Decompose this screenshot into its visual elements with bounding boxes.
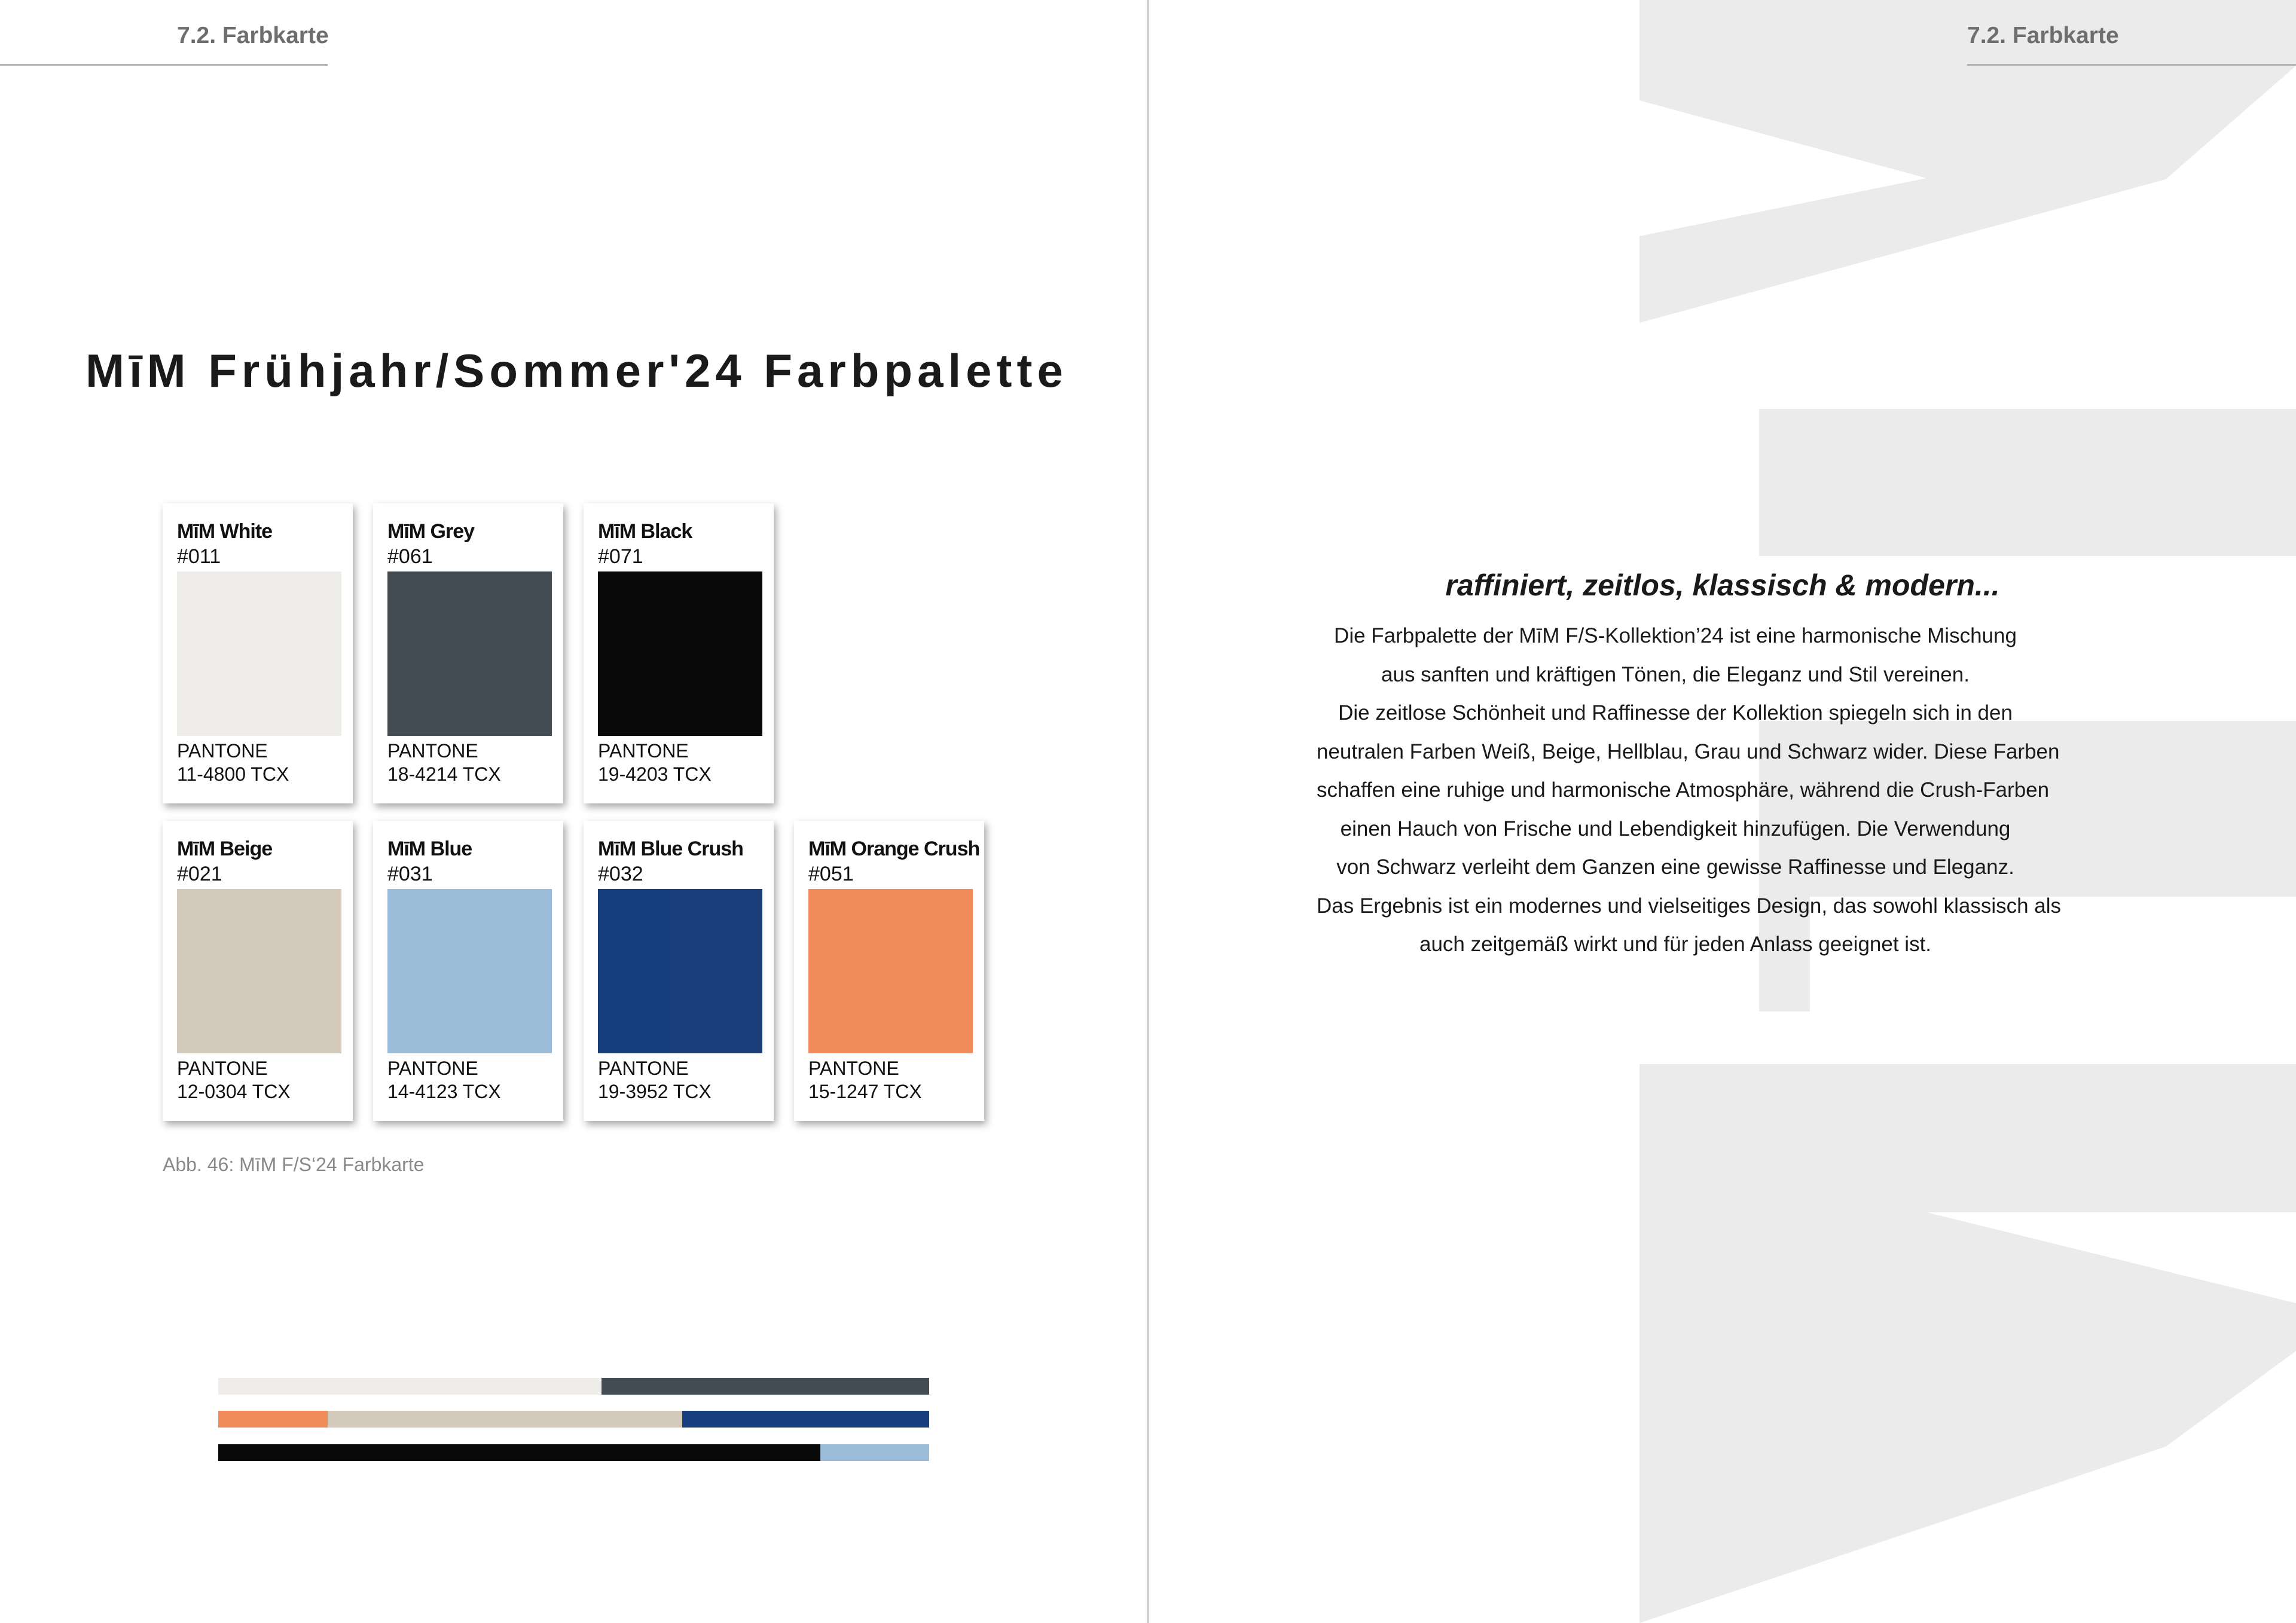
color-chip-black <box>598 571 762 736</box>
page-title: MīM Frühjahr/Sommer'24 Farbpalette <box>86 344 1068 397</box>
swatch-name: MīM Grey <box>387 520 475 543</box>
bar-segment-blue <box>820 1444 929 1461</box>
paragraph-line: Die Farbpalette der MīM F/S-Kollektion’24 ist eine harmonische Mischung <box>1334 624 2017 647</box>
pantone-tcx: 19-4203 TCX <box>598 763 712 785</box>
swatch-name: MīM Blue <box>387 838 472 860</box>
swatch-code: #061 <box>387 545 433 568</box>
swatch-code: #071 <box>598 545 643 568</box>
swatch-name: MīM Beige <box>177 838 273 860</box>
pantone-info <box>177 1057 291 1104</box>
swatch-code: #021 <box>177 863 222 885</box>
swatch-name: MīM Black <box>598 520 692 543</box>
swatch-name: MīM Blue Crush <box>598 838 743 860</box>
pantone-label: PANTONE <box>808 1057 899 1079</box>
swatch-code: #051 <box>808 863 854 885</box>
pantone-label: PANTONE <box>177 740 268 762</box>
paragraph-line: neutralen Farben Weiß, Beige, Hellblau, Grau und Schwarz wider. Diese Farben <box>1317 739 2060 763</box>
pantone-info <box>598 1057 712 1104</box>
pantone-label: PANTONE <box>387 1057 478 1079</box>
header-rule-right <box>1967 64 2296 66</box>
pantone-label: PANTONE <box>387 740 478 762</box>
paragraph-line: Die zeitlose Schönheit und Raffinesse der Kollektion spiegeln sich in den <box>1338 701 2013 725</box>
bar-segment-white <box>218 1378 602 1395</box>
swatch-code: #011 <box>177 545 221 568</box>
color-chip-beige <box>177 889 341 1053</box>
swatch-card-blue <box>373 821 563 1121</box>
paragraph-line: schaffen eine ruhige und harmonische Atmosphäre, während die Crush-Farben <box>1317 778 2050 802</box>
pantone-tcx: 11-4800 TCX <box>177 763 289 785</box>
color-chip-orange-crush <box>808 889 973 1053</box>
paragraph-line: aus sanften und kräftigen Tönen, die Eleganz und Stil vereinen. <box>1381 662 1970 686</box>
pantone-tcx: 19-3952 TCX <box>598 1081 712 1102</box>
paragraph-line: von Schwarz verleiht dem Ganzen eine gewisse Raffinesse und Eleganz. <box>1336 855 2014 879</box>
section-header-right: 7.2. Farbkarte <box>1967 23 2119 48</box>
figure-caption: Abb. 46: MīM F/S‘24 Farbkarte <box>163 1154 425 1175</box>
pantone-label: PANTONE <box>598 740 689 762</box>
pantone-tcx: 18-4214 TCX <box>387 763 501 785</box>
pantone-tcx: 14-4123 TCX <box>387 1081 501 1102</box>
swatch-card-black <box>584 503 774 803</box>
pantone-label: PANTONE <box>177 1057 268 1079</box>
pantone-info <box>808 1057 922 1104</box>
swatch-card-orange-crush <box>794 821 984 1121</box>
bar-segment-orange-crush <box>218 1411 328 1428</box>
bar-segment-blue-crush <box>682 1411 929 1428</box>
pantone-info <box>387 1057 501 1104</box>
swatch-card-white <box>163 503 353 803</box>
pantone-info <box>177 739 289 786</box>
swatch-name: MīM White <box>177 520 273 543</box>
paragraph-line: Das Ergebnis ist ein modernes und vielseitiges Design, das sowohl klassisch als <box>1317 894 2062 918</box>
color-chip-blue <box>387 889 552 1053</box>
left-page <box>0 0 1147 1623</box>
pantone-info <box>598 739 712 786</box>
bar-segment-black <box>218 1444 820 1461</box>
description-paragraph <box>1317 617 2062 964</box>
color-chip-blue-crush <box>598 889 762 1053</box>
swatch-name: MīM Orange Crush <box>808 838 980 860</box>
swatch-card-blue-crush <box>584 821 774 1121</box>
swatch-card-grey <box>373 503 563 803</box>
color-chip-white <box>177 571 341 736</box>
swatch-card-beige <box>163 821 353 1121</box>
pantone-info <box>387 739 501 786</box>
right-page <box>1149 0 2296 1623</box>
paragraph-line: auch zeitgemäß wirkt und für jeden Anlass geeignet ist. <box>1419 933 1932 956</box>
pantone-label: PANTONE <box>598 1057 689 1079</box>
bar-segment-beige <box>328 1411 682 1428</box>
color-chip-grey <box>387 571 552 736</box>
pantone-tcx: 12-0304 TCX <box>177 1081 291 1102</box>
bar-segment-grey <box>602 1378 929 1395</box>
paragraph-line: einen Hauch von Frische und Lebendigkeit hinzufügen. Die Verwendung <box>1340 817 2011 840</box>
section-header-left: 7.2. Farbkarte <box>177 23 329 48</box>
swatch-code: #032 <box>598 863 643 885</box>
swatch-code: #031 <box>387 863 433 885</box>
tagline: raffiniert, zeitlos, klassisch & modern... <box>1445 568 2000 602</box>
pantone-tcx: 15-1247 TCX <box>808 1081 922 1102</box>
header-rule-left <box>0 64 328 66</box>
